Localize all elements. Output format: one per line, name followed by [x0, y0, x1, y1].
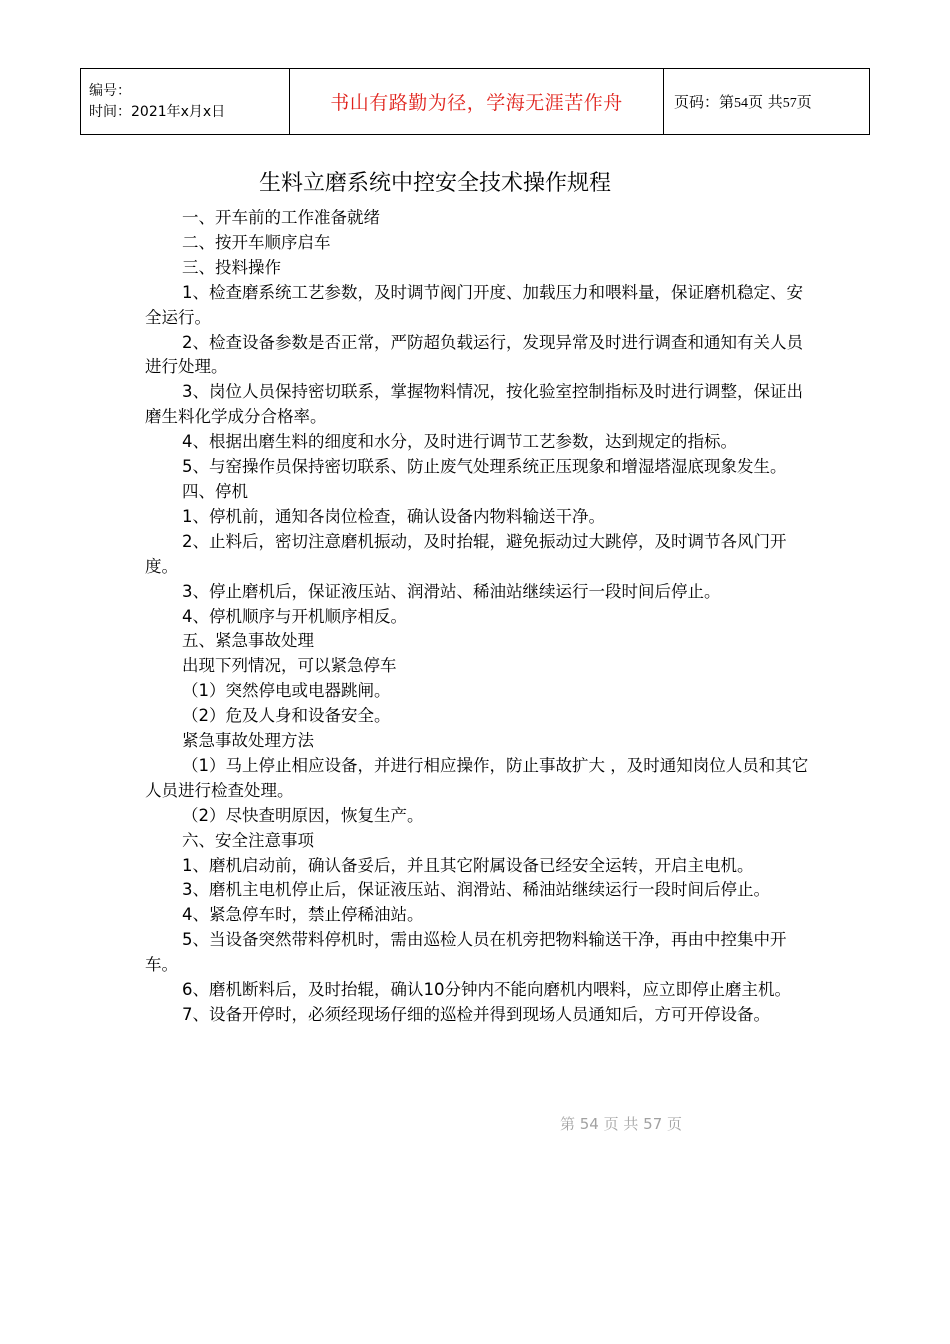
paragraph: （1）突然停电或电器跳闸。	[182, 681, 391, 701]
paragraph: 四、停机	[182, 481, 248, 501]
page-total: 57	[782, 96, 797, 111]
date-label: 时间：2021年x月x日	[89, 103, 226, 120]
page-middle: 页 共	[748, 93, 783, 111]
paragraph: 一、开车前的工作准备就绪	[182, 208, 380, 227]
page-current: 54	[734, 96, 749, 111]
paragraph: （2）尽快查明原因，恢复生产。	[182, 805, 424, 825]
paragraph: 4、紧急停车时，禁止停稀油站。	[182, 905, 424, 925]
paragraph: 4、根据出磨生料的细度和水分，及时进行调节工艺参数，达到规定的指标。	[182, 432, 737, 452]
paragraph: 4、停机顺序与开机顺序相反。	[182, 606, 407, 626]
paragraph: 紧急事故处理方法	[182, 731, 314, 751]
paragraph: 1、停机前，通知各岗位检查，确认设备内物料输送干净。	[182, 506, 605, 526]
paragraph: 三、投料操作	[182, 257, 281, 277]
serial-label: 编号：	[89, 82, 131, 99]
header-meta-cell	[81, 69, 290, 135]
paragraph: 1、磨机启动前，确认备妥后，并且其它附属设备已经安全运转，开启主电机。	[182, 855, 754, 875]
paragraph: 六、安全注意事项	[182, 830, 314, 850]
paragraph: 出现下列情况，可以紧急停车	[182, 656, 397, 676]
paragraph: 6、磨机断料后，及时抬辊，确认10分钟内不能向磨机内喂料，应立即停止磨主机。	[182, 980, 791, 1000]
paragraph: 3、岗位人员保持密切联系，掌握物料情况，按化验室控制指标及时进行调整，保证出磨生料化学成分合格率。	[145, 382, 803, 427]
header-table	[80, 68, 870, 135]
paragraph: 7、设备开停时，必须经现场仔细的巡检并得到现场人员通知后，方可开停设备。	[182, 1005, 770, 1024]
page-prefix: 页码：第	[674, 93, 735, 111]
paragraph: （2）危及人身和设备安全。	[182, 706, 391, 726]
paragraph: 五、紧急事故处理	[182, 631, 314, 651]
paragraph: 3、磨机主电机停止后，保证液压站、润滑站、稀油站继续运行一段时间后停止。	[182, 880, 770, 900]
paragraph: 5、当设备突然带料停机时，需由巡检人员在机旁把物料输送干净，再由中控集中开车。	[145, 930, 787, 975]
page-suffix: 页	[796, 93, 812, 111]
footer-page-number: 第 54 页 共 57 页	[560, 1115, 683, 1133]
page-indicator	[664, 69, 870, 135]
paragraph: （1）马上停止相应设备，并进行相应操作，防止事故扩大 ，及时通知岗位人员和其它人员进行检查处理。	[145, 755, 809, 800]
paragraph: 3、停止磨机后，保证液压站、润滑站、稀油站继续运行一段时间后停止。	[182, 581, 721, 601]
paragraph: 5、与窑操作员保持密切联系、防止废气处理系统正压现象和增湿塔湿底现象发生。	[182, 457, 787, 477]
document-body	[145, 206, 813, 1028]
paragraph: 2、检查设备参数是否正常，严防超负载运行，发现异常及时进行调查和通知有关人员进行处理。	[145, 332, 803, 377]
motto: 书山有路勤为径，学海无涯苦作舟	[290, 69, 664, 135]
paragraph: 1、检查磨系统工艺参数，及时调节阀门开度、加载压力和喂料量，保证磨机稳定、安全运行。	[145, 282, 803, 327]
paragraph: 二、按开车顺序启车	[182, 232, 331, 252]
document-title: 生料立磨系统中控安全技术操作规程	[258, 171, 611, 196]
paragraph: 2、止料后，密切注意磨机振动，及时抬辊，避免振动过大跳停，及时调节各风门开度。	[145, 531, 787, 576]
